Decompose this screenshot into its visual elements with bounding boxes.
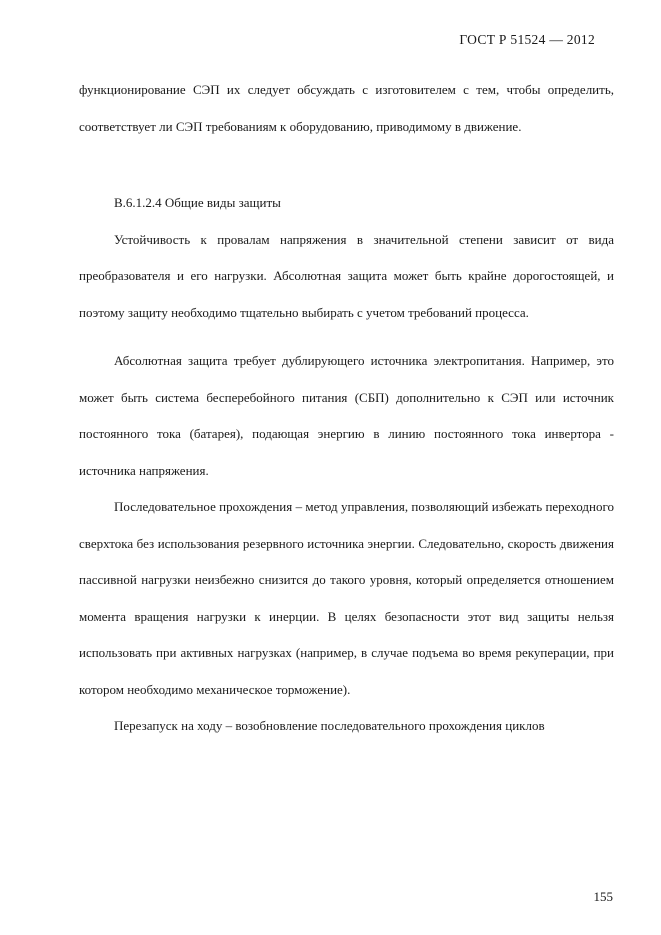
page-number: 155 xyxy=(593,889,613,904)
paragraph-voltage-dips: Устойчивость к провалам напряжения в значительной степени зависит от вида преобразователя и его нагрузки. Абсолютная защита может быть крайне дорогостоящей, и поэтому защиту необходимо тщательно выбирать с учетом требований процесса. xyxy=(79,231,614,320)
document-header xyxy=(459,32,595,48)
paragraph-flying-restart: Перезапуск на ходу – возобновление последовательного прохождения циклов xyxy=(114,718,545,733)
paragraph-continuation: функционирование СЭП их следует обсуждать с изготовителем с тем, чтобы определить, соответствует ли СЭП требованиям к оборудованию, приводимому в движение. xyxy=(79,82,614,134)
section-heading: В.6.1.2.4 Общие виды защиты xyxy=(114,195,281,210)
document-body xyxy=(79,72,614,745)
paragraph-absolute-protection: Абсолютная защита требует дублирующего источника электропитания. Например, это может быть система бесперебойного питания (СБП) дополнительно к СЭП или источник постоянного тока (батарея), подающая энергию в линию постоянного тока инвертора - источника напряжения. xyxy=(79,353,614,478)
paragraph-sequential-pass: Последовательное прохождения – метод управления, позволяющий избежать переходного сверхтока без использования резервного источника энергии. Следовательно, скорость движения пассивной нагрузки неизбежно снизится до такого уровня, который определяется отношением момента вращения нагрузки к инерции. В целях безопасности этот вид защиты нельзя использовать при активных нагрузках (например, в случае подъема во время рекуперации, при котором необходимо механическое торможение). xyxy=(79,499,614,697)
standard-designation: ГОСТ Р 51524 — 2012 xyxy=(459,32,595,47)
